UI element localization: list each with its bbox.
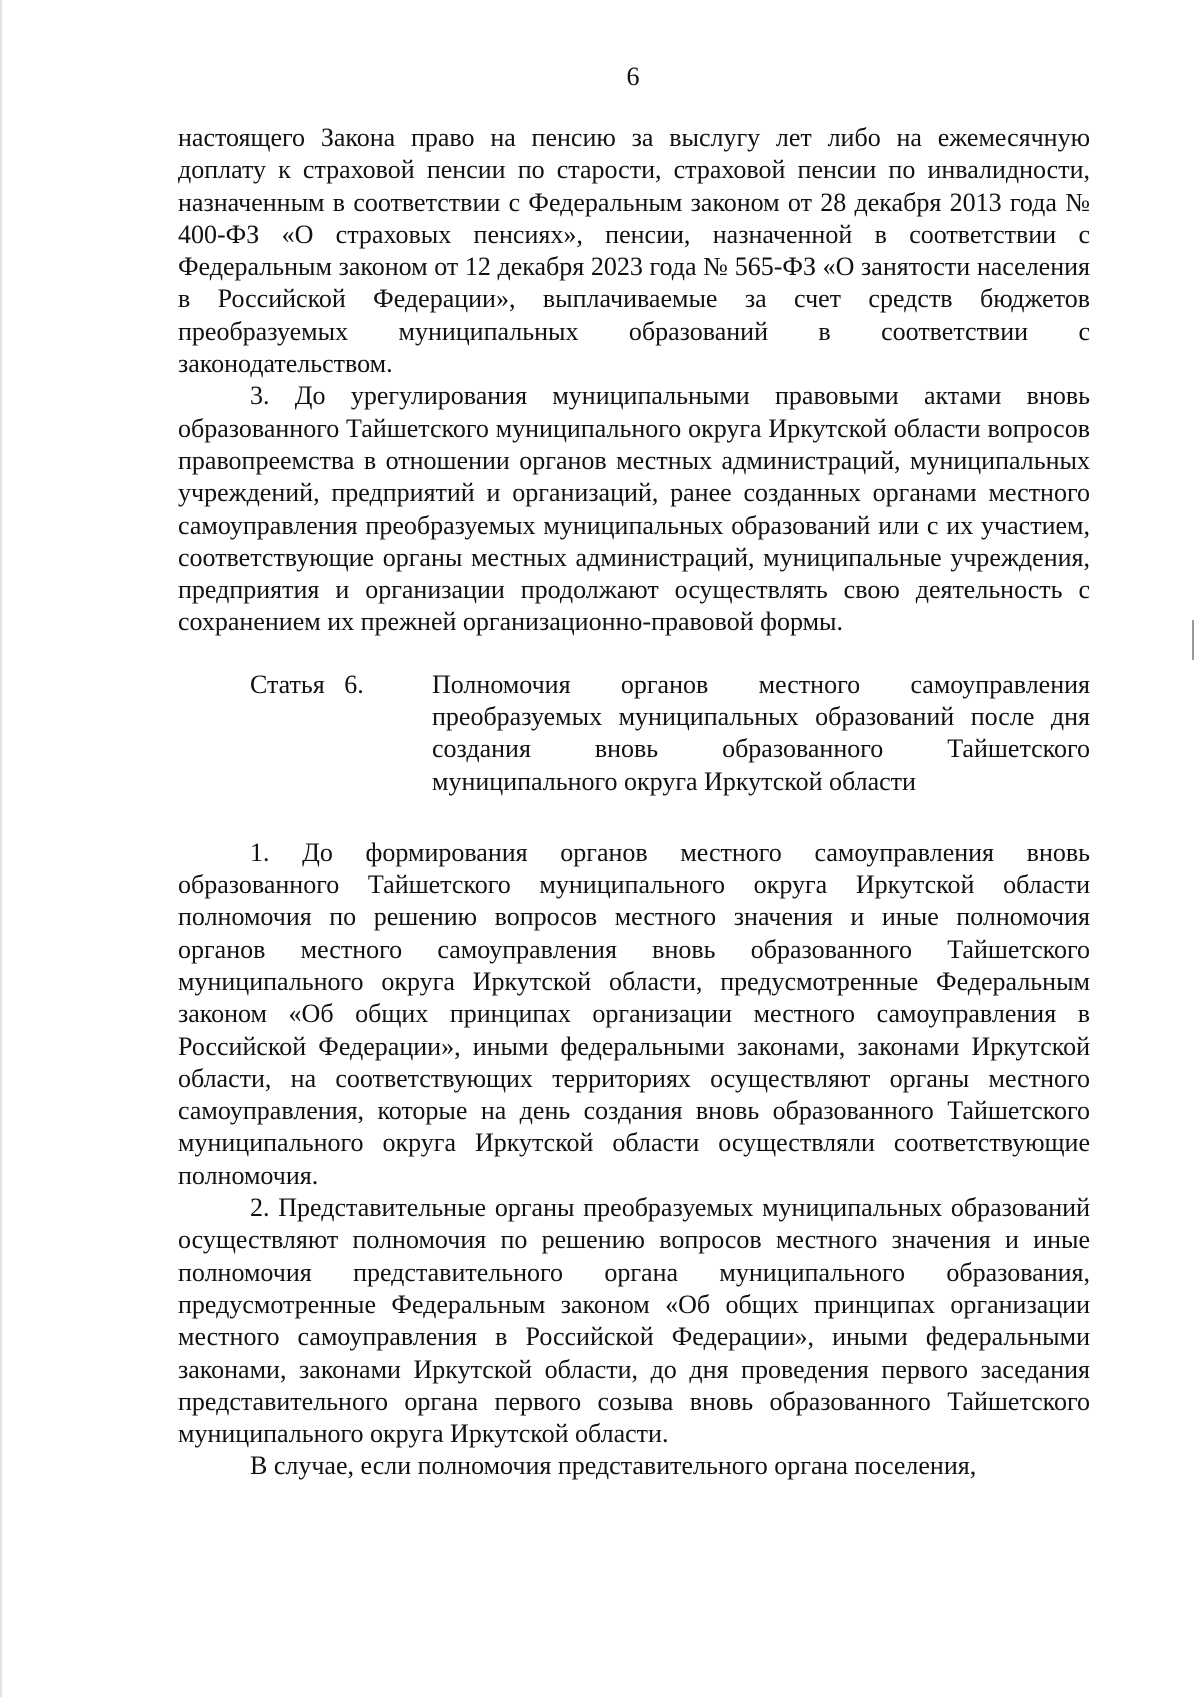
page-number: 6 — [626, 62, 640, 91]
paragraph-case: В случае, если полномочия представительного органа поселения, — [250, 1451, 977, 1481]
paragraph-item-2: 2. Представительные органы преобразуемых муниципальных образований осуществляют полномочия по решению вопросов местного значения и иные полномочия представительного органа муниципального образования, предусмотренные Федеральным законом «Об общих принципах организации местного самоуправления в Российской Федерации», иными федеральными законами, законами Иркутской области, до дня проведения первого заседания представительного органа первого созыва вновь образованного Тайшетского муниципального округа Иркутской области. — [178, 1193, 1090, 1449]
article-label: Статья 6. — [250, 669, 364, 699]
paragraph-continuation: настоящего Закона право на пенсию за выслугу лет либо на ежемесячную доплату к страховой пенсии по старости, страховой пенсии по инвалидности, назначенным в соответствии с Федеральным законом от 28 декабря 2013 года № 400-ФЗ «О страховых пенсиях», пенсии, назначенной в соответствии с Федеральным законом от 12 декабря 2023 года № 565-ФЗ «О занятости населения в Российской Федерации», выплачиваемые за счет средств бюджетов преобразуемых муниципальных образований в соответствии с законодательством. — [178, 123, 1090, 379]
scan-mark — [1192, 620, 1194, 660]
paragraph-item-1: 1. До формирования органов местного самоуправления вновь образованного Тайшетского муниципального округа Иркутской области полномочия по решению вопросов местного значения и иные полномочия органов местного самоуправления вновь образованного Тайшетского муниципального округа Иркутской области, предусмотренные Федеральным законом «Об общих принципах организации местного самоуправления в Российской Федерации», иными федеральными законами, законами Иркутской области, на соответствующих территориях осуществляют органы местного самоуправления, которые на день создания вновь образованного Тайшетского муниципального округа Иркутской области осуществляли соответствующие полномочия. — [178, 837, 1090, 1190]
article-heading — [178, 669, 1090, 799]
article-title: Полномочия органов местного самоуправления преобразуемых муниципальных образований после дня создания вновь образованного Тайшетского муниципального округа Иркутской области — [432, 669, 1090, 796]
paragraph-item-3: 3. До урегулирования муниципальными правовыми актами вновь образованного Тайшетского муниципального округа Иркутской области вопросов правопреемства в отношении органов местных администраций, муниципальных учреждений, предприятий и организаций, ранее созданных органами местного самоуправления преобразуемых муниципальных образований или с их участием, соответствующие органы местных администраций, муниципальные учреждения, предприятия и организации продолжают осуществлять свою деятельность с сохранением их прежней организационно-правовой формы. — [178, 381, 1090, 637]
document-body — [178, 122, 1090, 1483]
scan-edge — [0, 0, 3, 1697]
